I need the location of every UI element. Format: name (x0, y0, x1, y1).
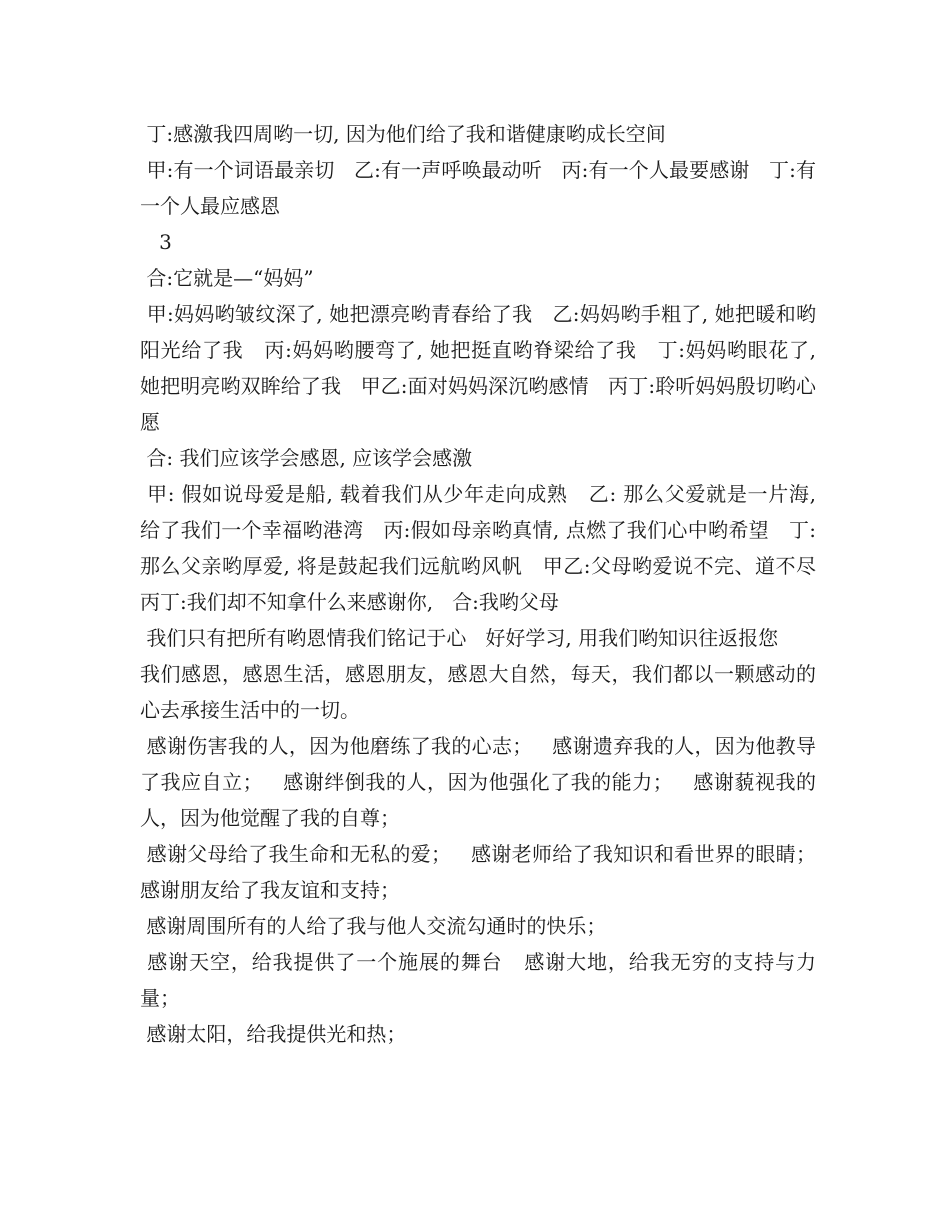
paragraph-12: 感谢天空，给我提供了一个施展的舞台 感谢大地，给我无穷的支持与力量； (140, 950, 817, 1010)
paragraph-5: 合: 我们应该学会感恩, 应该学会感激 (140, 446, 473, 470)
paragraph-1: 丁:感激我四周哟一切, 因为他们给了我和谐健康哟成长空间 (140, 122, 666, 146)
paragraph-10: 感谢父母给了我生命和无私的爱； 感谢老师给了我知识和看世界的眼睛； 感谢朋友给了我友谊和支持； (140, 842, 836, 902)
paragraph-2: 甲:有一个词语最亲切 乙:有一声呼唤最动听 丙:有一个人最要感谢 丁:有一个人最应感恩 (140, 158, 817, 218)
paragraph-9: 感谢伤害我的人，因为他磨练了我的心志； 感谢遗弃我的人，因为他教导了我应自立； 感谢绊倒我的人，因为他强化了我的能力； 感谢藐视我的人，因为他觉醒了我的自尊； (140, 734, 816, 830)
page-number: 3 (140, 230, 172, 254)
paragraph-4: 甲:妈妈哟皱纹深了, 她把漂亮哟青春给了我 乙:妈妈哟手粗了, 她把暖和哟阳光给了我 丙:妈妈哟腰弯了, 她把挺直哟脊梁给了我 丁:妈妈哟眼花了, 她把明亮哟双眸给了我 甲乙:面对妈妈深沉哟感情 丙丁:聆听妈妈殷切哟心愿 (140, 302, 823, 434)
paragraph-7: 我们只有把所有哟恩情我们铭记于心 好好学习, 用我们哟知识往返报您 (140, 626, 779, 650)
paragraph-8: 我们感恩，感恩生活，感恩朋友，感恩大自然，每天，我们都以一颗感动的心去承接生活中的一切。 (140, 662, 816, 722)
paragraph-6: 甲: 假如说母爱是船, 载着我们从少年走向成熟 乙: 那么父爱就是一片海, 给了我们一个幸福哟港湾 丙:假如母亲哟真情, 点燃了我们心中哟希望 丁:那么父亲哟厚爱, 将是鼓起我们远航哟风帆 甲乙:父母哟爱说不完、道不尽 丙丁:我们却不知拿什么来感谢你, 合:我哟父母 (140, 482, 836, 614)
paragraph-11: 感谢周围所有的人给了我与他人交流勾通时的快乐； (140, 914, 607, 938)
document-body (140, 116, 836, 1052)
paragraph-3: 合:它就是—“妈妈” (140, 266, 314, 290)
paragraph-13: 感谢太阳，给我提供光和热； (140, 1022, 407, 1046)
